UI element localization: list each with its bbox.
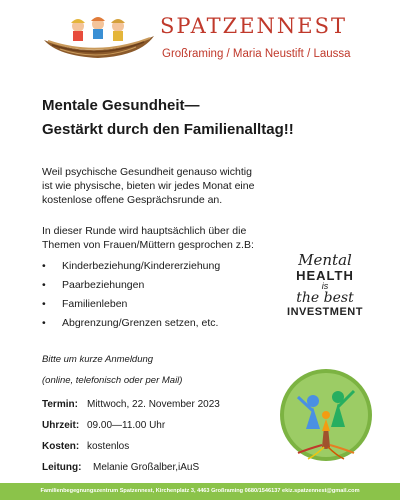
list-item — [42, 297, 282, 316]
list-item — [42, 316, 282, 335]
lettering-word: HEALTH — [296, 268, 354, 283]
brand-name: SPATZENNEST — [160, 14, 348, 38]
topics-intro-paragraph — [42, 224, 287, 252]
bullet-icon: • — [42, 298, 46, 310]
cost-value: kostenlos — [87, 441, 130, 452]
cost-label: Kosten: — [42, 441, 80, 452]
list-item — [42, 259, 282, 278]
list-item-label: Paarbeziehungen — [62, 279, 145, 291]
page-title-line2: Gestärkt durch den Familienalltag!! — [42, 121, 294, 138]
lettering-word: is — [321, 281, 329, 291]
brand-locations: Großraming / Maria Neustift / Laussa — [162, 48, 351, 60]
registration-methods: (online, telefonisch oder per Mail) — [42, 375, 183, 386]
list-item-label: Kinderbeziehung/Kindererziehung — [62, 260, 221, 272]
intro-line: Weil psychische Gesundheit genauso wichtig — [42, 166, 252, 178]
list-item — [42, 278, 282, 297]
mental-health-lettering — [286, 253, 364, 345]
list-item-label: Familienleben — [62, 298, 128, 310]
date-value: Mittwoch, 22. November 2023 — [87, 399, 220, 410]
family-tree-emblem — [278, 367, 374, 463]
topics-list — [42, 259, 282, 335]
bullet-icon: • — [42, 279, 46, 291]
list-item-label: Abgrenzung/Grenzen setzen, etc. — [62, 317, 219, 329]
lead-value: Melanie Großalber,iAuS — [93, 462, 200, 473]
lettering-word: the best — [296, 290, 354, 306]
nest-logo-illustration — [40, 12, 158, 62]
topics-intro-line: Themen von Frauen/Müttern gesprochen z.B: — [42, 239, 254, 251]
lettering-word: INVESTMENT — [287, 306, 363, 318]
intro-line: ist wie physische, bieten wir jedes Monat eine — [42, 180, 255, 192]
time-value: 09.00—11.00 Uhr — [87, 420, 166, 431]
intro-paragraph — [42, 165, 287, 207]
intro-line: kostenlose offene Gesprächsrunde an. — [42, 194, 223, 206]
bullet-icon: • — [42, 260, 46, 272]
registration-note: Bitte um kurze Anmeldung — [42, 354, 154, 365]
lead-label: Leitung: — [42, 462, 82, 473]
time-label: Uhrzeit: — [42, 420, 80, 431]
bullet-icon: • — [42, 317, 46, 329]
lettering-word: Mental — [298, 251, 352, 269]
footer-contact: Familienbegegnungszentrum Spatzennest, Kirchenplatz 3, 4463 Großraming 0680/1546137 ekiz.spatzennest@gmail.com — [0, 483, 400, 500]
page-title-line1: Mentale Gesundheit— — [42, 97, 200, 114]
date-label: Termin: — [42, 399, 78, 410]
topics-intro-line: In dieser Runde wird hauptsächlich über die — [42, 225, 247, 237]
